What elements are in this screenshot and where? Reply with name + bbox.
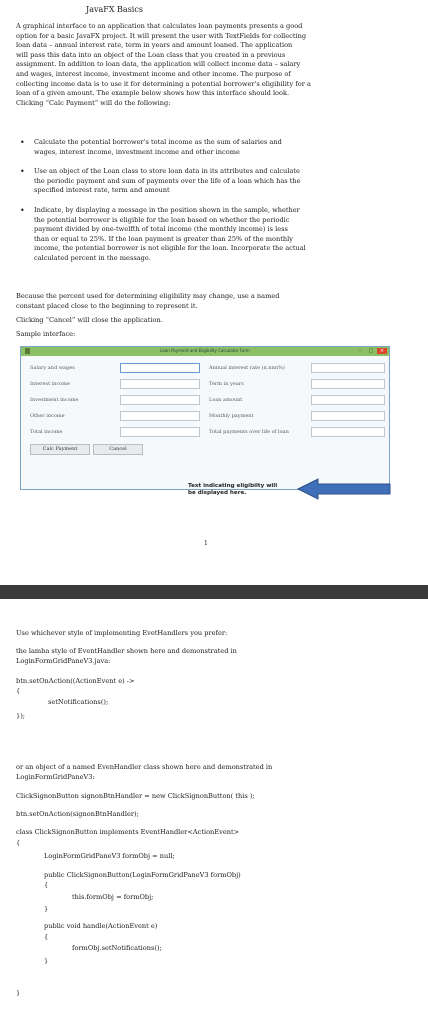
- page-header: JavaFX Basics: [86, 5, 143, 14]
- bullet-item: [16, 206, 384, 264]
- code-line: {: [44, 933, 49, 941]
- sample-window: [20, 346, 390, 490]
- bullet-line: calculated percent in the message.: [34, 253, 151, 262]
- loan-amount-label: Loan amount: [209, 397, 243, 403]
- page2-intro: Use whichever style of implementing EvetHandlers you prefer:: [16, 629, 228, 637]
- eligibility-message: [188, 483, 277, 497]
- interest-income-field[interactable]: [120, 379, 200, 389]
- window-title: Loan Payment and Eligibility Calculator Form: [160, 348, 250, 353]
- lambda-code: [16, 677, 135, 721]
- intro-line: collecting income data is to use it for determining a potential borrower's eligibility for a: [16, 79, 311, 88]
- bullet-list: [16, 138, 384, 274]
- cancel-note: Clicking “Cancel” will close the application.: [16, 316, 163, 324]
- code-line: public ClickSignonButton(LoginFormGridPaneV3 formObj): [44, 871, 241, 879]
- term-label: Term in years: [209, 381, 244, 387]
- bullet-line: the potential borrower is eligible for the loan based on whether the periodic: [34, 215, 290, 224]
- bullet-item: [16, 138, 384, 157]
- bullet-line: specified interest rate, term and amount: [34, 186, 170, 195]
- code-line: });: [16, 711, 25, 720]
- intro-paragraph: [16, 22, 311, 108]
- intro-line: assignment. In addition to loan data, the application will collect income data – salary: [16, 60, 301, 69]
- cancel-button[interactable]: Cancel: [93, 444, 143, 455]
- text-line: LoginFormGridPaneV3.java:: [16, 656, 111, 665]
- code-line: public void handle(ActionEvent e): [44, 922, 158, 930]
- total-income-field[interactable]: [120, 427, 200, 437]
- close-icon[interactable]: ×: [377, 348, 387, 354]
- message-line: be displayed here.: [188, 490, 247, 496]
- code-line: {: [16, 839, 21, 847]
- code-line: setNotifications();: [48, 698, 109, 707]
- constant-note: [16, 292, 280, 311]
- investment-income-field[interactable]: [120, 395, 200, 405]
- page-separator: [0, 585, 428, 599]
- intro-line: A graphical interface to an application that calculates loan payments presents a good: [16, 22, 303, 30]
- code-line: btn.setOnAction((ActionEvent e) ->: [16, 677, 135, 685]
- code-line: ClickSignonButton signonBtnHandler = new ClickSignonButton( this );: [16, 792, 255, 800]
- code-line: {: [16, 686, 21, 695]
- term-field[interactable]: [311, 379, 385, 389]
- bullet-line: Use an object of the Loan class to store loan data in its attributes and calculate: [34, 167, 300, 176]
- text-line: the lamba style of EventHandler shown here and demonstrated in: [16, 647, 237, 655]
- investment-income-label: Investment income: [30, 397, 79, 403]
- code-line: btn.setOnAction(signonBtnHandler);: [16, 810, 139, 818]
- lambda-intro: [16, 647, 237, 666]
- monthly-payment-field[interactable]: [311, 411, 385, 421]
- intro-line: option for a basic JavaFX project. It will present the user with TextFields for collecting: [16, 31, 307, 40]
- bullet-icon: •: [20, 205, 25, 215]
- total-income-label: Total income: [30, 429, 63, 435]
- code-line: formObj.setNotifications();: [72, 944, 162, 952]
- other-income-field[interactable]: [120, 411, 200, 421]
- maximize-icon[interactable]: □: [368, 348, 374, 354]
- code-line: class ClickSignonButton implements EventHandler<ActionEvent>: [16, 828, 240, 836]
- note-line: Because the percent used for determining eligibility may change, use a named: [16, 292, 280, 300]
- code-line: {: [44, 881, 49, 889]
- document-page-2: [0, 599, 428, 1024]
- bullet-icon: •: [20, 138, 25, 147]
- bullet-line: than or equal to 25%. If the loan payment is greater than 25% of the monthly: [34, 234, 293, 243]
- minimize-icon[interactable]: –: [358, 348, 362, 354]
- bullet-icon: •: [20, 167, 25, 177]
- bullet-line: the periodic payment and sum of payments over the life of a loan which has the: [34, 176, 301, 185]
- intro-line: will pass this data into an object of the Loan class that you created in a previous: [16, 50, 286, 59]
- named-intro: [16, 763, 272, 782]
- total-payments-label: Total payments over life of loan: [209, 429, 289, 435]
- code-line: }: [44, 957, 49, 965]
- bullet-item: [16, 167, 384, 196]
- arrow-icon: [296, 478, 392, 500]
- bullet-line: payment divided by one-twelfth of total income (the monthly income) is less: [34, 225, 288, 234]
- interest-income-label: Interest income: [30, 381, 71, 387]
- calc-payment-button[interactable]: Calc Payment: [30, 444, 90, 455]
- salary-field[interactable]: [120, 363, 200, 373]
- interest-rate-label: Annual interest rate (n.nnn%): [209, 365, 285, 371]
- code-line: this.formObj = formObj;: [72, 893, 154, 901]
- monthly-payment-label: Monthly payment: [209, 413, 254, 419]
- note-line: constant placed close to the beginning to represent it.: [16, 301, 198, 310]
- page-number: 1: [204, 540, 208, 547]
- bullet-line: Indicate, by displaying a message in the position shown in the sample, whether: [34, 205, 300, 214]
- bullet-line: wages, interest income, investment income and other income: [34, 147, 240, 156]
- intro-line: loan data – annual interest rate, term in years and amount loaned. The application: [16, 41, 293, 50]
- code-line: }: [44, 905, 49, 913]
- code-line: }: [16, 989, 21, 997]
- intro-line: Clicking “Calc Payment” will do the following:: [16, 98, 171, 107]
- loan-amount-field[interactable]: [311, 395, 385, 405]
- message-line: Text indicating eligibilty will: [188, 483, 278, 489]
- intro-line: and wages, interest income, investment income and other income. The purpose of: [16, 69, 291, 78]
- bullet-line: income, the potential borrower is not eligible for the loan. Incorporate the actual: [34, 244, 306, 253]
- bullet-line: Calculate the potential borrower's total income as the sum of salaries and: [34, 138, 282, 146]
- window-titlebar: [21, 347, 389, 356]
- other-income-label: Other income: [30, 413, 65, 419]
- total-payments-field[interactable]: [311, 427, 385, 437]
- text-line: or an object of a named EvenHandler class shown here and demonstrated in: [16, 763, 273, 771]
- intro-line: loan of a given amount. The example below shows how this interface should look.: [16, 89, 290, 98]
- code-line: LoginFormGridPaneV3 formObj = null;: [44, 852, 175, 860]
- window-controls: [355, 348, 387, 354]
- salary-label: Salary and wages: [30, 365, 75, 371]
- text-line: LoginFormGridPaneV3:: [16, 772, 95, 781]
- sample-label: Sample interface:: [16, 330, 76, 338]
- interest-rate-field[interactable]: [311, 363, 385, 373]
